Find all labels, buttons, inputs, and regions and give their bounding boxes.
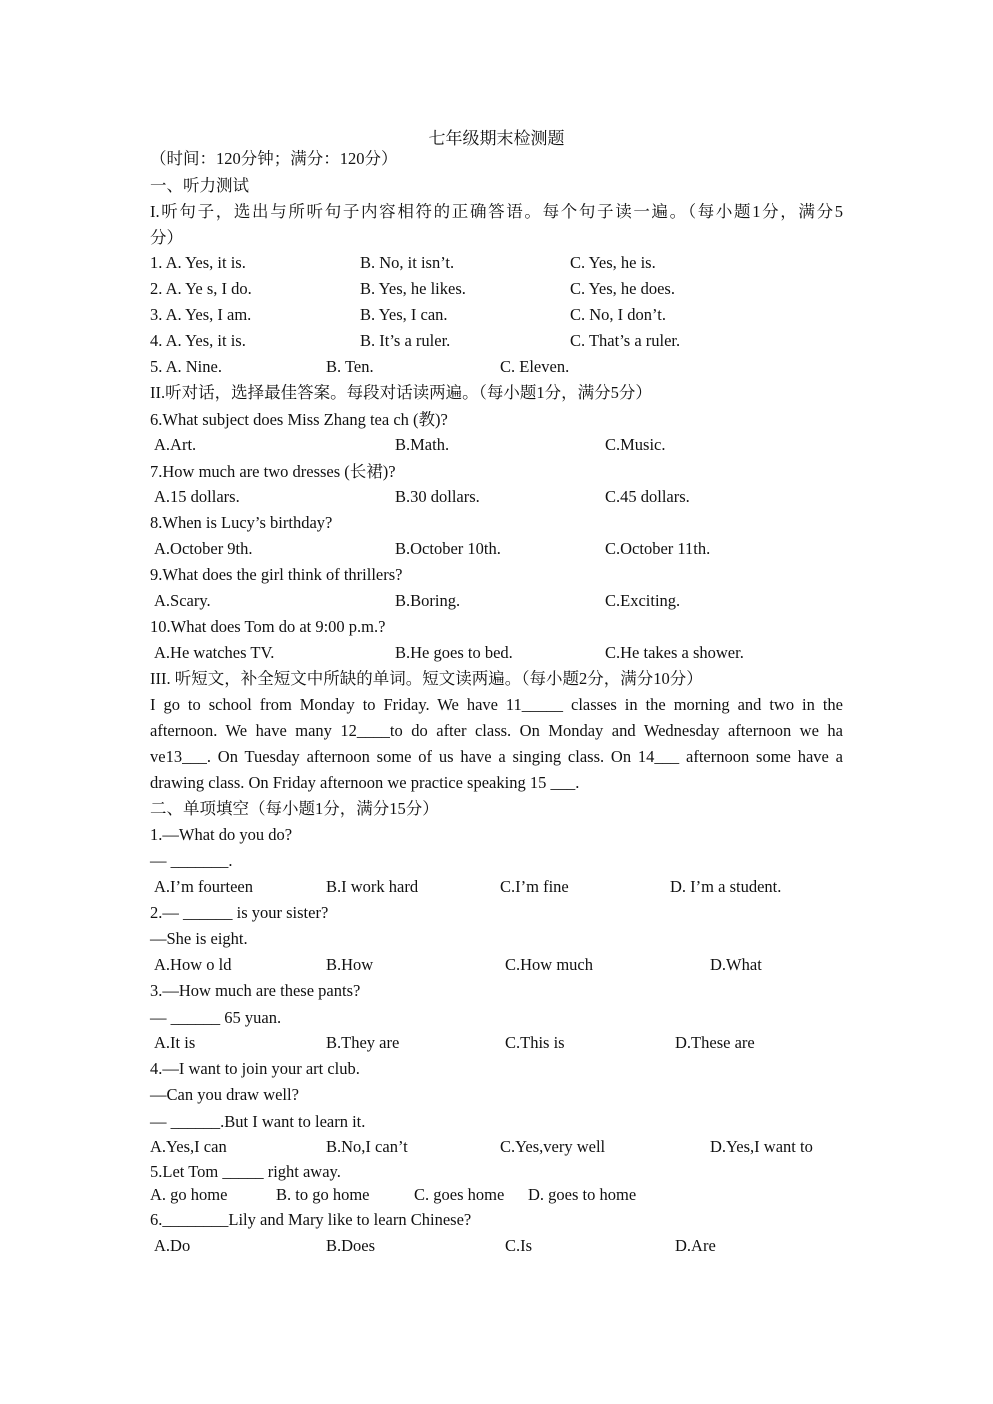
s2-q5-option-d: D. goes to home (528, 1185, 637, 1204)
passage-line-4: drawing class. On Friday afternoon we practice speaking 15 ___. (150, 773, 580, 792)
q10-option-c: C.He takes a shower. (605, 643, 744, 662)
s2-q2-line2: —She is eight. (150, 929, 248, 948)
q4-option-b: B. It’s a ruler. (360, 331, 451, 350)
q3-option-a: 3. A. Yes, I am. (150, 305, 252, 324)
s2-q3-option-a: A.It is (154, 1033, 196, 1052)
s2-q1-option-d: D. I’m a student. (670, 877, 782, 896)
s2-q3-option-b: B.They are (326, 1033, 400, 1052)
q1-option-b: B. No, it isn’t. (360, 253, 455, 272)
s2-q4-option-b: B.No,I can’t (326, 1137, 408, 1156)
q2-option-c: C. Yes, he does. (570, 279, 675, 298)
part1-instruction-cont: 分） (150, 228, 183, 247)
q10-question: 10.What does Tom do at 9:00 p.m.? (150, 617, 386, 636)
q10-option-a: A.He watches TV. (154, 643, 275, 662)
s2-q6-line1: 6.________Lily and Mary like to learn Chinese? (150, 1210, 472, 1229)
q9-option-c: C.Exciting. (605, 591, 681, 610)
s2-q5-option-a: A. go home (150, 1185, 228, 1204)
q5-option-a: 5. A. Nine. (150, 357, 222, 376)
s2-q1-option-b: B.I work hard (326, 877, 419, 896)
q8-option-a: A.October 9th. (154, 539, 253, 558)
s2-q5-option-b: B. to go home (276, 1185, 370, 1204)
q9-option-a: A.Scary. (154, 591, 211, 610)
page-title: 七年级期末检测题 (428, 129, 565, 148)
s2-q2-line1: 2.— ______ is your sister? (150, 903, 329, 922)
q10-option-b: B.He goes to bed. (395, 643, 513, 662)
part3-instruction: III. 听短文，补全短文中所缺的单词。短文读两遍。（每小题2分，满分10分） (150, 669, 703, 688)
s2-q6-option-c: C.Is (505, 1236, 533, 1255)
s2-q3-line2: — ______ 65 yuan. (150, 1008, 282, 1027)
passage-line-1: I go to school from Monday to Friday. We have 11_____ classes in the morning and two in the (150, 695, 843, 714)
s2-q2-option-b: B.How (326, 955, 374, 974)
s2-q4-line3: — ______.But I want to learn it. (150, 1112, 366, 1131)
s2-q1-line1: 1.—What do you do? (150, 825, 293, 844)
s2-q1-option-a: A.I’m fourteen (154, 877, 253, 896)
s2-q4-line1: 4.—I want to join your art club. (150, 1059, 360, 1078)
s2-q6-option-d: D.Are (675, 1236, 716, 1255)
q6-option-a: A.Art. (154, 435, 197, 454)
s2-q3-option-d: D.These are (675, 1033, 755, 1052)
q6-question: 6.What subject does Miss Zhang tea ch (教)? (150, 410, 448, 429)
time-info: （时间：120分钟；满分：120分） (150, 149, 398, 168)
s2-q3-option-c: C.This is (505, 1033, 565, 1052)
s2-q2-option-a: A.How o ld (154, 955, 232, 974)
s2-q1-option-c: C.I’m fine (500, 877, 569, 896)
s2-q4-option-d: D.Yes,I want to (710, 1137, 813, 1156)
s2-q6-option-b: B.Does (326, 1236, 376, 1255)
s2-q2-option-c: C.How much (505, 955, 593, 974)
q2-option-b: B. Yes, he likes. (360, 279, 466, 298)
q7-option-c: C.45 dollars. (605, 487, 690, 506)
q3-option-b: B. Yes, I can. (360, 305, 448, 324)
q7-question: 7.How much are two dresses (长裙)? (150, 462, 396, 481)
q6-option-b: B.Math. (395, 435, 450, 454)
s2-q1-line2: — _______. (150, 851, 233, 870)
s2-q4-option-a: A.Yes,I can (150, 1137, 227, 1156)
q8-option-b: B.October 10th. (395, 539, 501, 558)
q5-option-c: C. Eleven. (500, 357, 570, 376)
part2-instruction: II.听对话，选择最佳答案。每段对话读两遍。（每小题1分，满分5分） (150, 383, 652, 402)
s2-q5-line1: 5.Let Tom _____ right away. (150, 1162, 341, 1181)
q9-option-b: B.Boring. (395, 591, 461, 610)
q7-option-a: A.15 dollars. (154, 487, 240, 506)
s2-q5-option-c: C. goes home (414, 1185, 505, 1204)
q6-option-c: C.Music. (605, 435, 666, 454)
q2-option-a: 2. A. Ye s, I do. (150, 279, 252, 298)
s2-q4-option-c: C.Yes,very well (500, 1137, 606, 1156)
q5-option-b: B. Ten. (326, 357, 374, 376)
s2-q4-line2: —Can you draw well? (150, 1085, 299, 1104)
s2-q2-option-d: D.What (710, 955, 762, 974)
passage-line-3: ve13___. On Tuesday afternoon some of us have a singing class. On 14___ afternoon some have a (150, 747, 843, 766)
q7-option-b: B.30 dollars. (395, 487, 480, 506)
q3-option-c: C. No, I don’t. (570, 305, 666, 324)
section2-heading: 二、单项填空（每小题1分，满分15分） (150, 799, 439, 818)
q9-question: 9.What does the girl think of thrillers? (150, 565, 403, 584)
passage-line-2: afternoon. We have many 12____to do after class. On Monday and Wednesday afternoon we ha (150, 721, 843, 740)
q4-option-c: C. That’s a ruler. (570, 331, 681, 350)
q1-option-c: C. Yes, he is. (570, 253, 656, 272)
q4-option-a: 4. A. Yes, it is. (150, 331, 246, 350)
q8-question: 8.When is Lucy’s birthday? (150, 513, 333, 532)
section1-heading: 一、听力测试 (150, 176, 249, 195)
s2-q6-option-a: A.Do (154, 1236, 191, 1255)
q1-option-a: 1. A. Yes, it is. (150, 253, 246, 272)
q8-option-c: C.October 11th. (605, 539, 711, 558)
s2-q3-line1: 3.—How much are these pants? (150, 981, 361, 1000)
part1-instruction: I.听句子，选出与所听句子内容相符的正确答语。每个句子读一遍。（每小题1分，满分5 (150, 202, 843, 221)
